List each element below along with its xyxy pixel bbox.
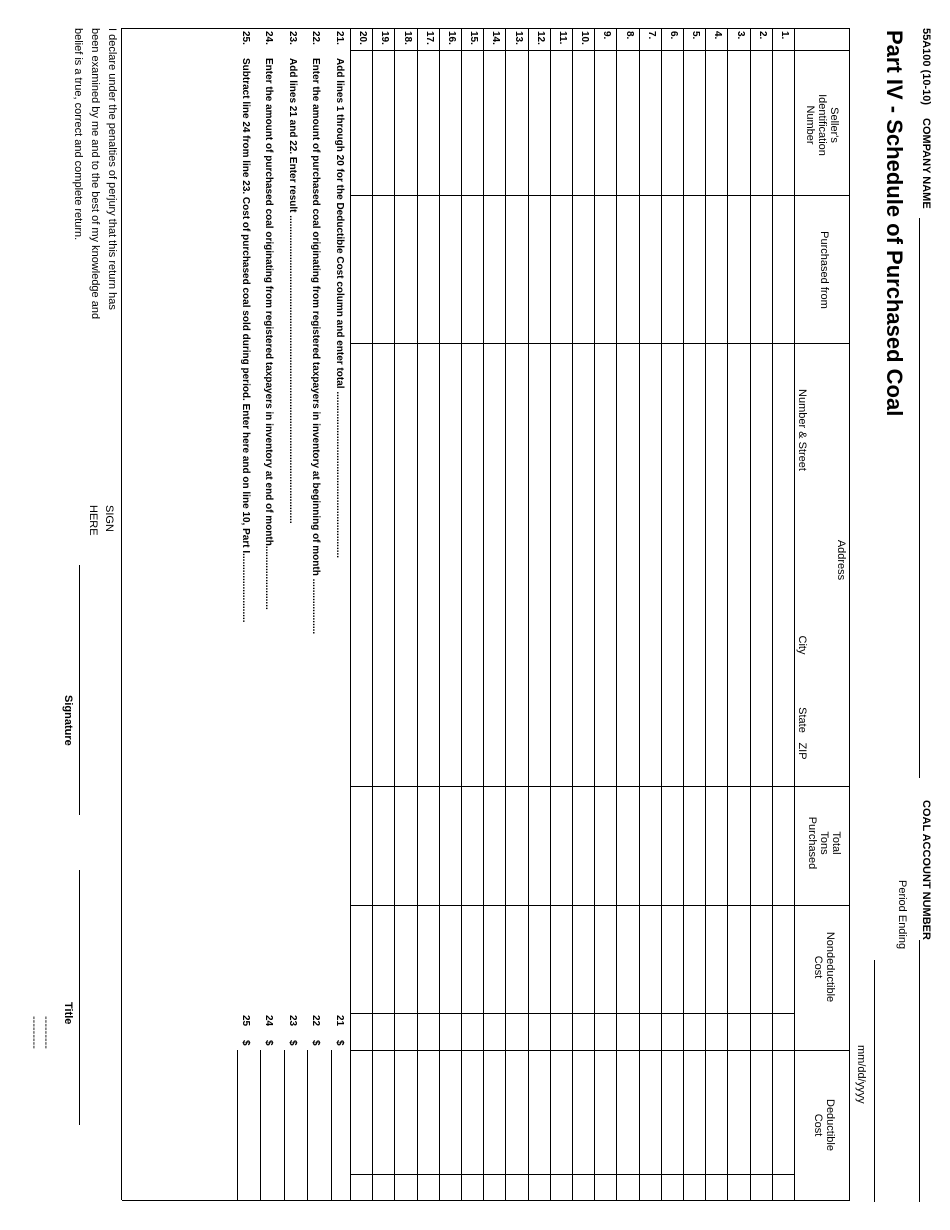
table-row-cells[interactable] xyxy=(551,50,573,1200)
table-row: 3. xyxy=(734,31,746,40)
table-row-cells[interactable] xyxy=(573,50,595,1200)
coal-account-label: COAL ACCOUNT NUMBER xyxy=(920,800,932,940)
header-seller-id: Seller's Identification Number xyxy=(804,94,840,156)
declaration-text: I declare under the penalties of perjury that this return has been examined by me and to the best of my knowledge and belief is a true, correct and complete return. xyxy=(72,28,118,320)
header-address: Address xyxy=(835,539,847,581)
table-row: 11. xyxy=(557,31,568,45)
table-row: 17. xyxy=(423,31,435,45)
header-city: City xyxy=(796,635,808,655)
table-row-cells[interactable] xyxy=(706,50,728,1200)
table-row-cells[interactable] xyxy=(662,50,684,1200)
table-row-cells[interactable] xyxy=(684,50,706,1200)
table-row-cells[interactable] xyxy=(373,50,395,1200)
table-row-cells[interactable] xyxy=(484,50,506,1200)
summary-line-ref: 25 xyxy=(240,1015,251,1027)
summary-line-ref: 24 xyxy=(263,1015,275,1027)
signature-field[interactable] xyxy=(79,565,80,815)
cut-line: --------- xyxy=(28,1016,40,1049)
header-zip: ZIP xyxy=(796,742,808,760)
table-row-cells[interactable] xyxy=(773,50,795,1200)
table-row-cells[interactable] xyxy=(751,50,773,1200)
currency-sign: $ xyxy=(240,1040,251,1046)
table-row: 10. xyxy=(579,31,591,45)
table-row-cells[interactable] xyxy=(506,50,528,1200)
date-format-hint: mm/dd/yyyy xyxy=(855,1045,867,1104)
table-row: 13. xyxy=(512,31,524,45)
header-deductible: Deductible Cost xyxy=(812,1099,836,1151)
summary-line-text: Enter the amount of purchased coal originating from registered taxpayers in inventory at end of month....................... xyxy=(263,58,275,610)
table-row: 18. xyxy=(401,31,413,45)
table-row: 5. xyxy=(690,31,702,40)
table-row-cells[interactable] xyxy=(351,50,373,1200)
summary-line-number: 21. xyxy=(334,31,345,45)
table-row-cells[interactable] xyxy=(617,50,639,1200)
period-ending-label: Period Ending xyxy=(896,880,908,950)
summary-amount-field[interactable] xyxy=(237,1050,238,1200)
summary-line-ref: 21 xyxy=(334,1015,345,1027)
table-row: 15. xyxy=(468,31,480,45)
table-row-cells[interactable] xyxy=(440,50,462,1200)
signature-label: Signature xyxy=(62,695,74,746)
table-row-cells[interactable] xyxy=(418,50,440,1200)
summary-line-text: Add lines 1 through 20 for the Deductible Cost column and enter total ............................................................ xyxy=(334,58,345,559)
table-row: 4. xyxy=(712,31,724,40)
table-row: 20. xyxy=(357,31,369,45)
summary-amount-field[interactable] xyxy=(261,1050,262,1200)
summary-line-text: Subtract line 24 from line 23. Cost of purchased coal sold during period. Enter here and on line 10, Part I......................... xyxy=(240,58,251,623)
summary-line-text: Add lines 21 and 22. Enter result ............................................................................................................... xyxy=(287,58,298,524)
table-row-cells[interactable] xyxy=(728,50,750,1200)
summary-line-number: 24. xyxy=(263,31,275,45)
cut-line: --------- xyxy=(40,1016,52,1049)
company-name-field[interactable] xyxy=(919,218,920,778)
table-row: 16. xyxy=(446,31,457,45)
sign-here: SIGN HERE xyxy=(87,505,115,536)
table-row: 14. xyxy=(490,31,502,45)
table-row-cells[interactable] xyxy=(640,50,662,1200)
currency-sign: $ xyxy=(287,1040,298,1046)
company-name-label: COMPANY NAME xyxy=(920,118,932,209)
header-purchased-from: Purchased from xyxy=(818,231,830,309)
table-row: 9. xyxy=(601,31,613,40)
header-street: Number & Street xyxy=(796,389,808,471)
title-field[interactable] xyxy=(79,870,80,1125)
table-row: 19. xyxy=(379,31,391,45)
header-tons: Total Tons Purchased xyxy=(806,816,842,870)
currency-sign: $ xyxy=(334,1040,345,1046)
form-code: 55A100 (10-10) xyxy=(920,28,932,106)
table-row-cells[interactable] xyxy=(462,50,484,1200)
summary-line-text: Enter the amount of purchased coal originating from registered taxpayers in inventory at beginning of month .................... xyxy=(310,58,322,635)
table-row-cells[interactable] xyxy=(395,50,417,1200)
table-row-cells[interactable] xyxy=(595,50,617,1200)
summary-amount-field[interactable] xyxy=(284,1050,285,1200)
currency-sign: $ xyxy=(310,1040,322,1046)
table-row: 8. xyxy=(623,31,635,40)
table-row: 7. xyxy=(645,31,657,40)
table-row-cells[interactable] xyxy=(529,50,551,1200)
currency-sign: $ xyxy=(263,1040,275,1046)
table-row: 2. xyxy=(756,31,768,40)
summary-amount-field[interactable] xyxy=(308,1050,309,1200)
header-nondeductible: Nondeductible Cost xyxy=(812,931,836,1003)
table-row: 6. xyxy=(668,31,679,40)
table-row: 1. xyxy=(779,31,790,40)
summary-amount-field[interactable] xyxy=(331,1050,332,1200)
period-ending-field[interactable] xyxy=(874,960,875,1202)
title-label: Title xyxy=(62,1002,74,1025)
summary-line-ref: 22 xyxy=(310,1015,322,1027)
summary-line-number: 25. xyxy=(240,31,251,45)
summary-line-number: 22. xyxy=(310,31,322,45)
summary-line-ref: 23 xyxy=(287,1015,298,1027)
table-row: 12. xyxy=(534,31,546,45)
summary-line-number: 23. xyxy=(287,31,298,45)
header-state: State xyxy=(796,707,808,733)
coal-account-field[interactable] xyxy=(919,940,920,1202)
page-title: Part IV - Schedule of Purchased Coal xyxy=(882,30,907,417)
